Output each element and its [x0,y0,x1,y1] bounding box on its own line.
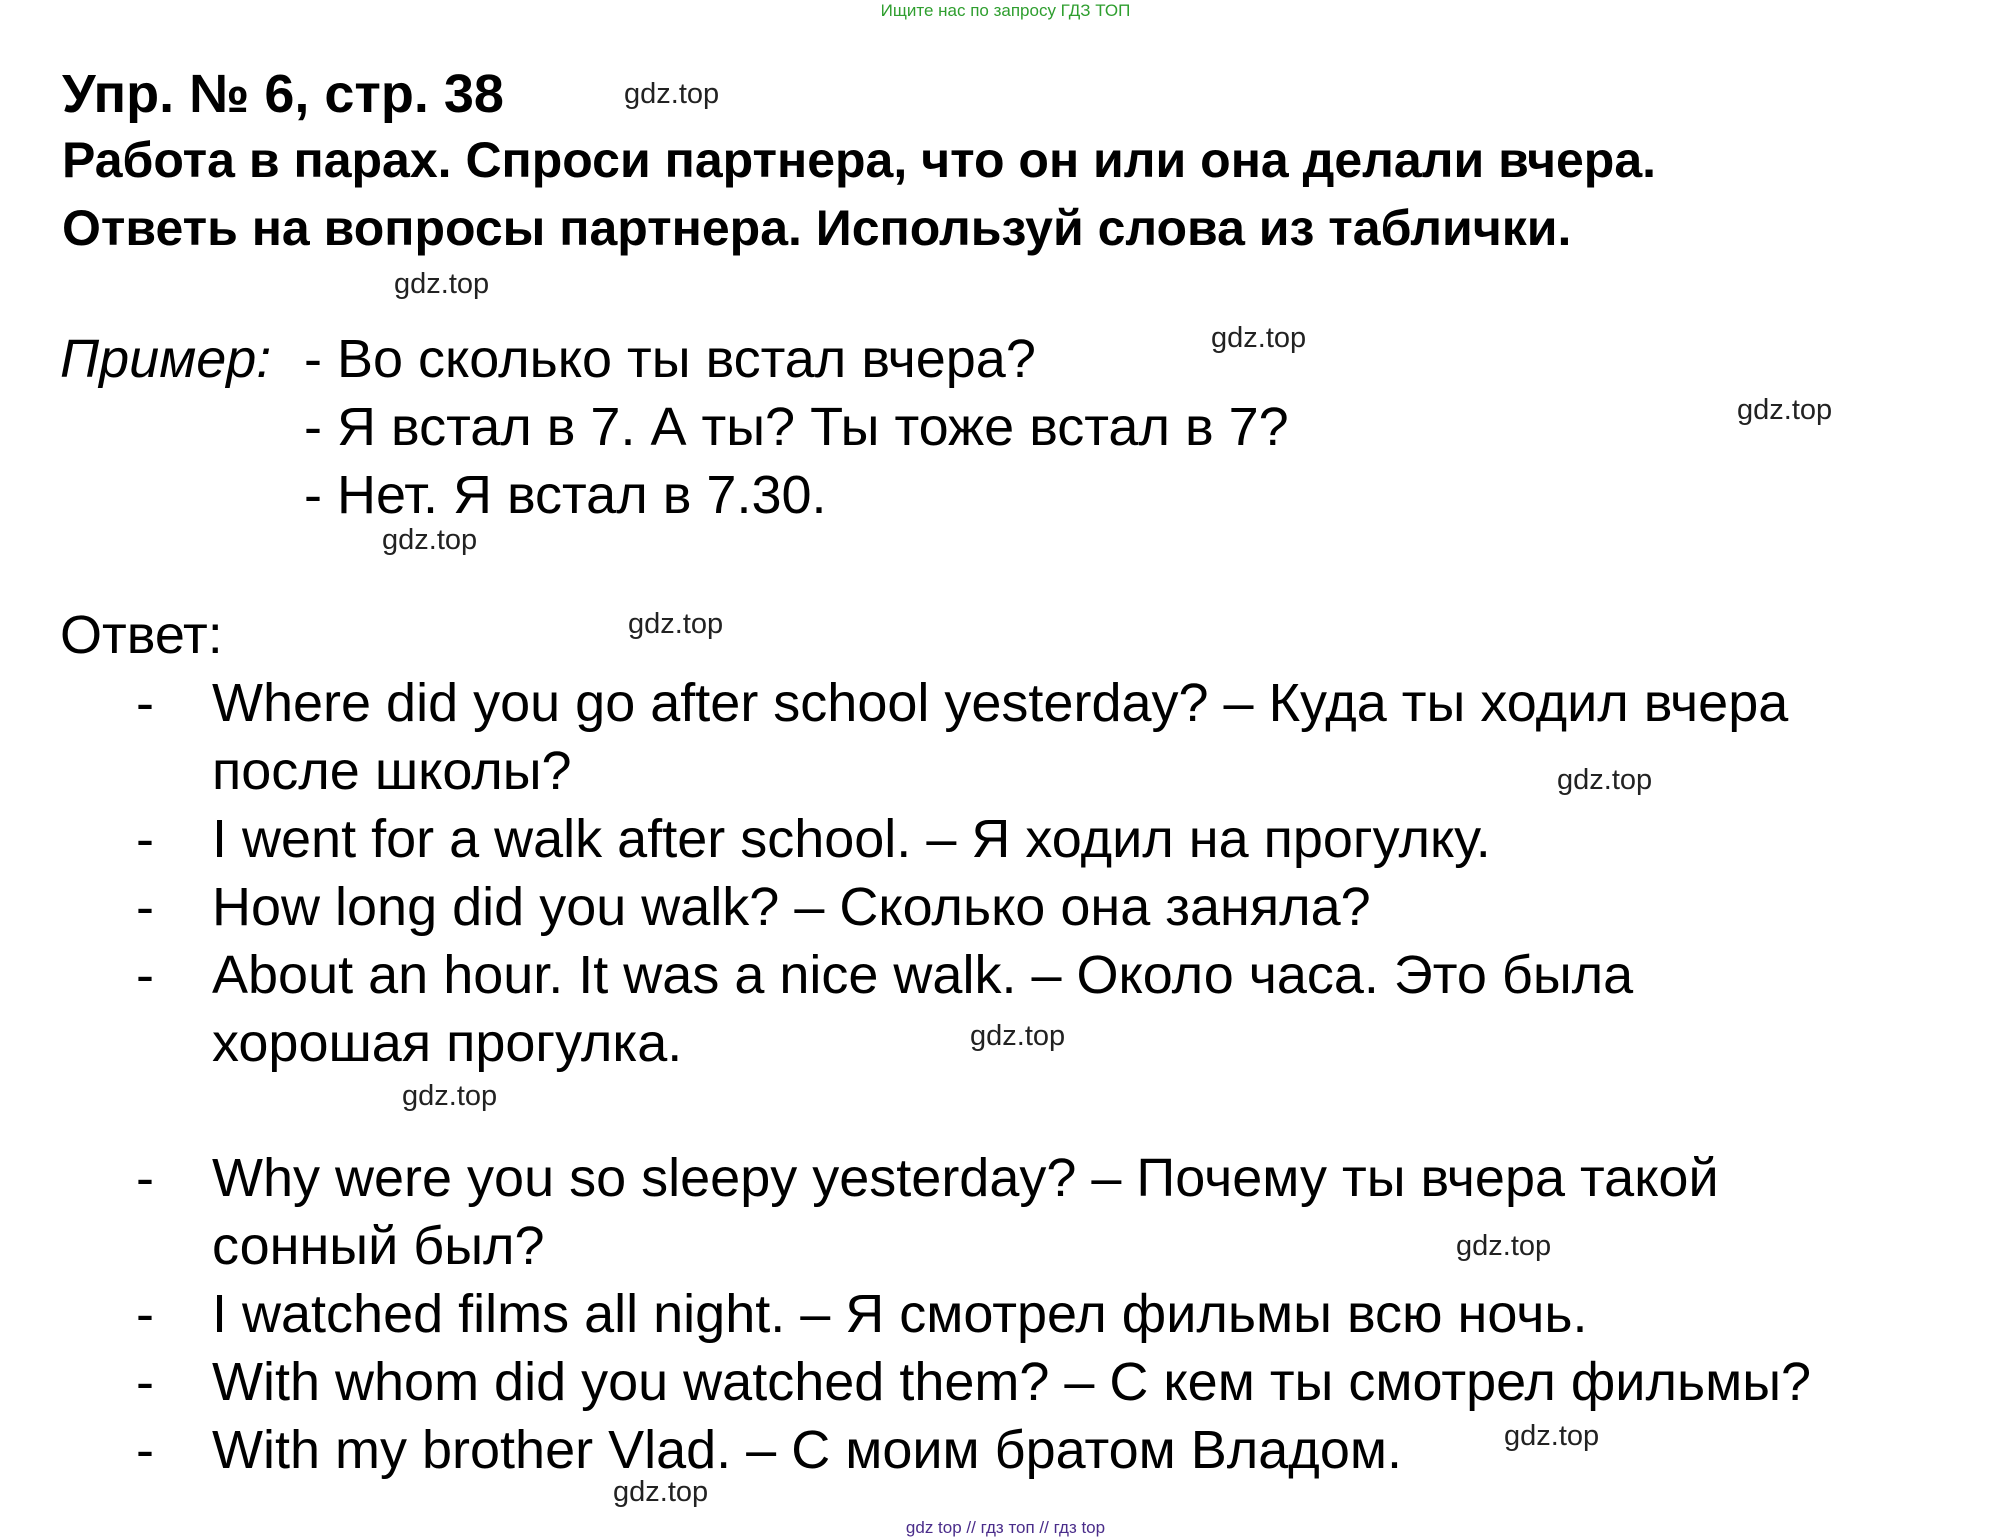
watermark: gdz.top [1557,764,1653,796]
exercise-title: Упр. № 6, стр. 38 [62,64,504,124]
task-line-2: Ответь на вопросы партнера. Используй слова из таблички. [62,200,1572,256]
watermark: gdz.top [1504,1420,1600,1452]
watermark: gdz.top [1456,1230,1552,1262]
answer-dash: - [136,809,154,869]
watermark: gdz.top [613,1476,709,1508]
answer-label: Ответ: [60,605,223,665]
watermark: gdz.top [382,524,478,556]
answer-line: With whom did you watched them? – С кем ты смотрел фильмы? [212,1352,1812,1412]
watermark: gdz.top [1737,394,1833,426]
answer-line: сонный был? [212,1216,545,1276]
answer-dash: - [136,1284,154,1344]
watermark: gdz.top [394,268,490,300]
answer-line: I watched films all night. – Я смотрел фильмы всю ночь. [212,1284,1588,1344]
example-line-3: - Нет. Я встал в 7.30. [304,465,827,525]
answer-line: With my brother Vlad. – С моим братом Владом. [212,1420,1402,1480]
watermark: gdz.top [402,1080,498,1112]
example-label: Пример: [60,329,272,389]
answer-dash: - [136,1420,154,1480]
answer-dash: - [136,1148,154,1208]
answer-dash: - [136,945,154,1005]
answer-line: Where did you go after school yesterday? – Куда ты ходил вчера [212,673,1789,733]
answer-dash: - [136,877,154,937]
example-line-2: - Я встал в 7. А ты? Ты тоже встал в 7? [304,397,1289,457]
watermark: gdz.top [1211,322,1307,354]
task-line-1: Работа в парах. Спроси партнера, что он или она делали вчера. [62,132,1657,188]
example-line-1: - Во сколько ты встал вчера? [304,329,1036,389]
top-banner: Ищите нас по запросу ГДЗ ТОП [880,1,1131,20]
watermark: gdz.top [628,608,724,640]
watermark: gdz.top [970,1020,1066,1052]
answer-dash: - [136,673,154,733]
footer: gdz top // гдз топ // гдз top [905,1518,1106,1537]
answer-line: I went for a walk after school. – Я ходил на прогулку. [212,809,1491,869]
answer-line: About an hour. It was a nice walk. – Около часа. Это была [212,945,1634,1005]
answer-line: хорошая прогулка. [212,1013,683,1073]
answer-line: Why were you so sleepy yesterday? – Почему ты вчера такой [212,1148,1719,1208]
watermark: gdz.top [624,78,720,110]
answer-dash: - [136,1352,154,1412]
answer-line: после школы? [212,741,572,801]
answer-line: How long did you walk? – Сколько она заняла? [212,877,1371,937]
